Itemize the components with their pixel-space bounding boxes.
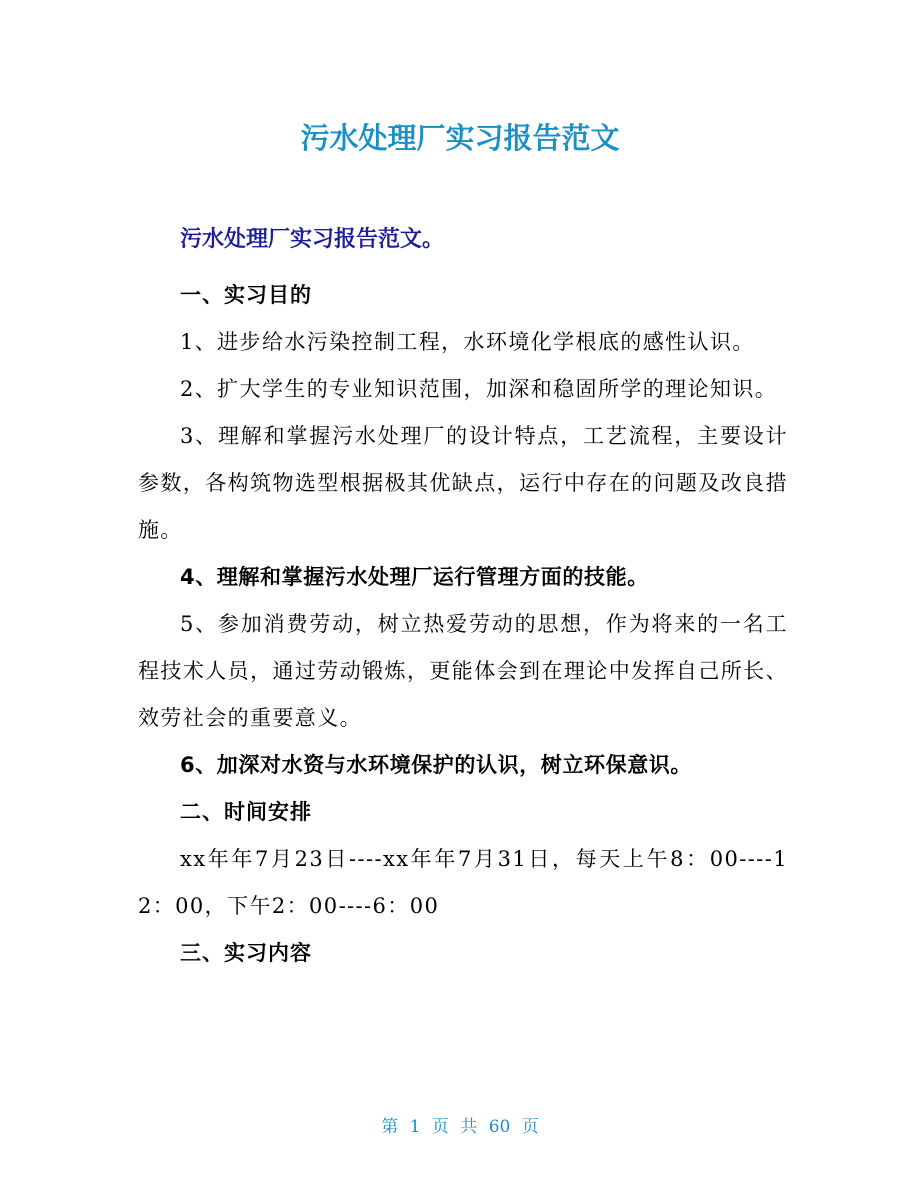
paragraph-schedule: xx年年7月23日----xx年年7月31日，每天上午8：00----12：00，下午2：00----6：00 (138, 847, 788, 918)
section-heading-schedule: 二、时间安排 (180, 800, 312, 824)
document-subtitle: 污水处理厂实习报告范文。 (180, 227, 445, 252)
paragraph-item-1: 1、进步给水污染控制工程，水环境化学根底的感性认识。 (180, 330, 755, 354)
paragraph-item-6: 6、加深对水资与水环境保护的认识，树立环保意识。 (180, 753, 693, 777)
document-title: 污水处理厂实习报告范文 (300, 121, 620, 155)
section-heading-content: 三、实习内容 (180, 941, 312, 965)
page-number: 第 1 页 共 60 页 (381, 1117, 539, 1137)
paragraph-item-5: 5、参加消费劳动，树立热爱劳动的思想，作为将来的一名工程技术人员，通过劳动锻炼，更能体会到在理论中发挥自己所长、效劳社会的重要意义。 (138, 612, 788, 730)
document-body (138, 272, 788, 977)
paragraph-item-3: 3、理解和掌握污水处理厂的设计特点，工艺流程，主要设计参数，各构筑物选型根据极其优缺点，运行中存在的问题及改良措施。 (138, 424, 788, 542)
paragraph-item-2: 2、扩大学生的专业知识范围，加深和稳固所学的理论知识。 (180, 377, 778, 401)
paragraph-item-4: 4、理解和掌握污水处理厂运行管理方面的技能。 (180, 565, 649, 589)
section-heading-purpose: 一、实习目的 (180, 283, 312, 307)
